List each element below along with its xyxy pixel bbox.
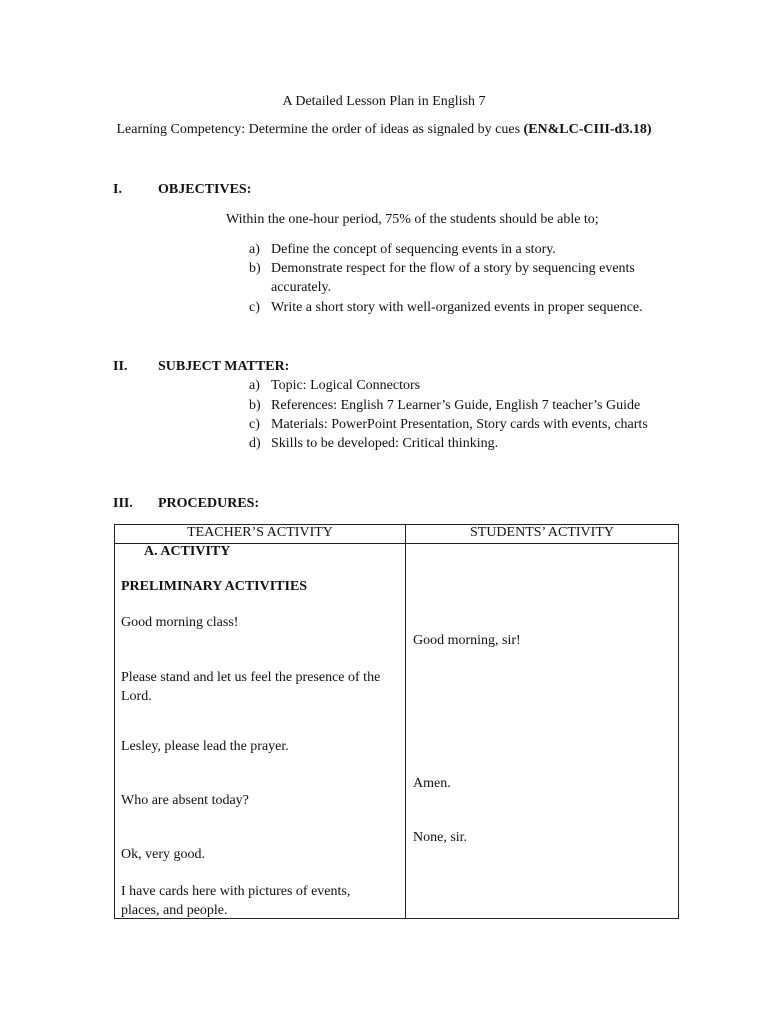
teacher-activity-cell (115, 544, 406, 919)
procedures-number: III. (113, 496, 133, 511)
objective-item-a: Define the concept of sequencing events in a story. (271, 242, 556, 257)
objective-item-c: Write a short story with well-organized events in proper sequence. (271, 300, 643, 315)
subject-item-topic: Topic: Logical Connectors (271, 378, 421, 393)
objectives-heading: OBJECTIVES: (158, 182, 252, 197)
teacher-line-greeting: Good morning class! (121, 615, 239, 630)
procedures-heading: PROCEDURES: (158, 496, 260, 511)
students-activity-header: STUDENTS’ ACTIVITY (406, 525, 679, 544)
competency-code: (EN&LC-CIII-d3.18) (523, 122, 652, 137)
preliminary-activities-heading: PRELIMINARY ACTIVITIES (121, 579, 308, 594)
student-line-greeting: Good morning, sir! (413, 633, 521, 648)
student-line-amen: Amen. (413, 776, 451, 791)
teacher-line-prayer: Lesley, please lead the prayer. (121, 739, 289, 754)
student-line-none: None, sir. (413, 830, 468, 845)
subject-item-references: References: English 7 Learner’s Guide, English 7 teacher’s Guide (271, 398, 641, 413)
learning-competency (0, 122, 768, 138)
students-activity-cell (406, 544, 679, 919)
objective-letter-a: a) (249, 242, 260, 257)
objective-item-b-cont: accurately. (271, 280, 332, 295)
teacher-line-absent: Who are absent today? (121, 793, 249, 808)
teacher-line-stand: Please stand and let us feel the presence of the Lord. (121, 670, 381, 704)
competency-text: Learning Competency: Determine the order of ideas as signaled by cues (116, 122, 524, 137)
subject-letter-c: c) (249, 417, 260, 432)
procedures-table (114, 524, 679, 919)
subject-matter-number: II. (113, 359, 128, 374)
subject-item-skills: Skills to be developed: Critical thinking. (271, 436, 499, 451)
objectives-intro: Within the one-hour period, 75% of the students should be able to; (226, 212, 599, 227)
objective-item-b: Demonstrate respect for the flow of a story by sequencing events (271, 261, 635, 276)
subject-letter-a: a) (249, 378, 260, 393)
subject-matter-heading: SUBJECT MATTER: (158, 359, 290, 374)
objective-letter-c: c) (249, 300, 260, 315)
objectives-number: I. (113, 182, 122, 197)
table-row (115, 544, 679, 919)
teacher-line-good: Ok, very good. (121, 847, 205, 862)
subject-letter-b: b) (249, 398, 261, 413)
subject-letter-d: d) (249, 436, 261, 451)
table-header-row (115, 525, 679, 544)
document-title: A Detailed Lesson Plan in English 7 (282, 94, 486, 109)
activity-heading: A. ACTIVITY (144, 544, 231, 559)
objective-letter-b: b) (249, 261, 261, 276)
teacher-activity-header: TEACHER’S ACTIVITY (115, 525, 406, 544)
subject-item-materials: Materials: PowerPoint Presentation, Story cards with events, charts (271, 417, 648, 432)
teacher-line-cards: I have cards here with pictures of events, places, and people. (121, 884, 351, 918)
